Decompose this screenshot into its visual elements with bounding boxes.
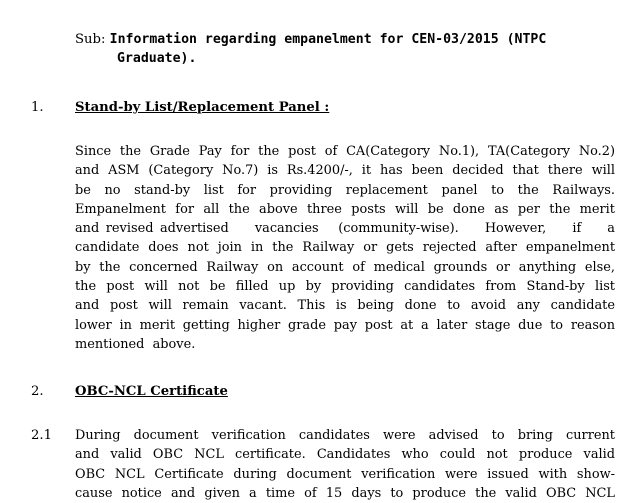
- section-2-1-paragraph: [75, 426, 615, 503]
- paragraph-line: mentioned above.: [75, 336, 196, 352]
- paragraph-line: Since the Grade Pay for the post of CA(Category No.1), TA(Category No.2): [75, 144, 615, 159]
- subject-label: Sub:: [75, 32, 106, 47]
- subject-block: [75, 30, 635, 68]
- paragraph-line: and post will remain vacant. This is being done to avoid any candidate: [75, 298, 615, 314]
- subject-line-1: [75, 30, 635, 49]
- paragraph-line: OBC NCL Certificate during document verification were issued with show-: [75, 466, 615, 482]
- paragraph-line: and revised advertised vacancies (community-wise). However, if a: [75, 221, 615, 237]
- section-1-paragraph: [75, 142, 615, 354]
- section-2-1-number: 2.1: [31, 428, 52, 443]
- paragraph-line: cause notice and given a time of 15 days to produce the valid OBC NCL: [75, 485, 615, 501]
- subject-text-1: Information regarding empanelment for CEN-03/2015 (NTPC: [109, 32, 547, 47]
- section-2-heading: OBC-NCL Certificate: [75, 384, 228, 399]
- section-1-heading: Stand-by List/Replacement Panel :: [75, 100, 330, 115]
- paragraph-line: and valid OBC NCL certificate. Candidates who could not produce valid: [75, 447, 615, 463]
- section-2-number: 2.: [31, 384, 44, 399]
- subject-line-2: [75, 49, 635, 68]
- paragraph-line: be no stand-by list for providing replacement panel to the Railways.: [75, 182, 615, 198]
- paragraph-line: lower in merit getting higher grade pay post at a later stage due to reason: [75, 317, 615, 333]
- subject-text-2: Graduate).: [117, 51, 197, 66]
- section-1-number: 1.: [31, 100, 44, 115]
- paragraph-line: During document verification candidates were advised to bring current: [75, 428, 615, 443]
- paragraph-line: Empanelment for all the above three posts will be done as per the merit: [75, 201, 615, 217]
- paragraph-line: and ASM (Category No.7) is Rs.4200/-, it has been decided that there will: [75, 163, 615, 179]
- paragraph-line: by the concerned Railway on account of medical grounds or anything else,: [75, 259, 615, 275]
- paragraph-line: candidate does not join in the Railway or gets rejected after empanelment: [75, 240, 615, 256]
- paragraph-line: the post will not be filled up by providing candidates from Stand-by list: [75, 279, 615, 295]
